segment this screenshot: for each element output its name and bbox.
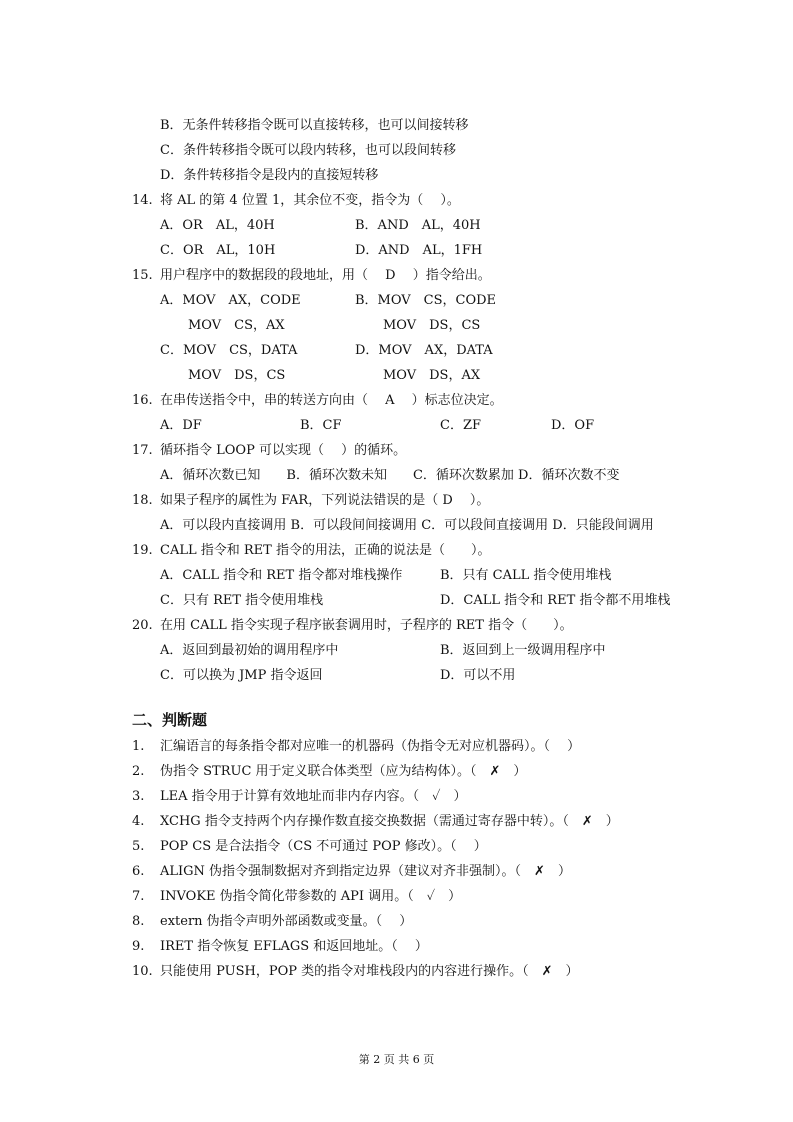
q15-number: 15. (132, 268, 153, 283)
q15-option-d-line1: D．MOV AX，DATA (355, 343, 493, 358)
tf-item-number: 6. (132, 864, 145, 879)
q17-number: 17. (132, 443, 153, 458)
q15-stem: 用户程序中的数据段的段地址，用（ D ）指令给出。 (160, 268, 491, 283)
q20-option-a: A．返回到最初始的调用程序中 (160, 643, 339, 658)
q14-option-d: D．AND AL，1FH (355, 243, 483, 258)
q14-option-a: A．OR AL，40H (160, 218, 275, 233)
q20-number: 20. (132, 618, 153, 633)
tf-item-number: 4. (132, 814, 145, 829)
q18-options: A．可以段内直接调用 B．可以段间间接调用 C．可以段间直接调用 D．只能段间调用 (160, 518, 654, 533)
q14-stem: 将 AL 的第 4 位置 1，其余位不变，指令为（ ）。 (160, 193, 460, 208)
tf-item-text: XCHG 指令支持两个内存操作数直接交换数据（需通过寄存器中转）。（ ✗ ） (160, 814, 619, 829)
q13-option-c: C．条件转移指令既可以段内转移，也可以段间转移 (160, 143, 456, 158)
q19-number: 19. (132, 543, 153, 558)
tf-item-text: INVOKE 伪指令简化带参数的 API 调用。（ ✓ ） (160, 889, 462, 904)
q15-option-c-line2: MOV DS，CS (188, 368, 286, 383)
q19-stem: CALL 指令和 RET 指令的用法，正确的说法是（ ）。 (160, 543, 491, 558)
q14-number: 14. (132, 193, 153, 208)
tf-item-number: 10. (132, 964, 153, 979)
q15-option-a-line2: MOV CS，AX (188, 318, 285, 333)
q16-number: 16. (132, 393, 153, 408)
tf-item-number: 2. (132, 764, 145, 779)
section-title-true-false: 二、判断题 (132, 711, 208, 729)
q20-option-d: D．可以不用 (440, 668, 516, 683)
q14-option-c: C．OR AL，10H (160, 243, 276, 258)
q18-number: 18. (132, 493, 153, 508)
q19-option-d: D．CALL 指令和 RET 指令都不用堆栈 (440, 593, 671, 608)
q15-option-d-line2: MOV DS，AX (383, 368, 481, 383)
q15-option-b-line2: MOV DS，CS (383, 318, 481, 333)
q20-option-c: C．可以换为 JMP 指令返回 (160, 668, 323, 683)
page-footer: 第 2 页 共 6 页 (358, 1053, 435, 1066)
q13-option-b: B．无条件转移指令既可以直接转移，也可以间接转移 (160, 118, 469, 133)
tf-item-number: 1. (132, 739, 145, 754)
q15-option-c-line1: C．MOV CS，DATA (160, 343, 298, 358)
q16-option-a: A．DF (160, 418, 202, 433)
q19-option-b: B．只有 CALL 指令使用堆栈 (440, 568, 612, 583)
tf-item-number: 7. (132, 889, 145, 904)
tf-item-text: POP CS 是合法指令（CS 不可通过 POP 修改）。（ ） (160, 839, 487, 854)
q15-option-a-line1: A．MOV AX，CODE (160, 293, 301, 308)
tf-item-text: 只能使用 PUSH，POP 类的指令对堆栈段内的内容进行操作。（ ✗ ） (160, 964, 579, 979)
tf-item-text: IRET 指令恢复 EFLAGS 和返回地址。（ ） (160, 939, 428, 954)
q15-option-b-line1: B．MOV CS，CODE (355, 293, 497, 308)
q19-option-c: C．只有 RET 指令使用堆栈 (160, 593, 324, 608)
q17-options: A．循环次数已知 B．循环次数未知 C．循环次数累加 D．循环次数不变 (160, 468, 620, 483)
q16-option-c: C．ZF (440, 418, 481, 433)
tf-item-number: 5. (132, 839, 145, 854)
tf-item-number: 3. (132, 789, 145, 804)
q17-stem: 循环指令 LOOP 可以实现（ ）的循环。 (160, 443, 407, 458)
q20-stem: 在用 CALL 指令实现子程序嵌套调用时，子程序的 RET 指令（ ）。 (160, 618, 573, 633)
tf-item-text: LEA 指令用于计算有效地址而非内存内容。（ ✓ ） (160, 789, 467, 804)
q16-stem: 在串传送指令中，串的转送方向由（ A ）标志位决定。 (160, 393, 503, 408)
q13-option-d: D．条件转移指令是段内的直接短转移 (160, 168, 379, 183)
q14-option-b: B．AND AL，40H (355, 218, 481, 233)
tf-item-text: ALIGN 伪指令强制数据对齐到指定边界（建议对齐非强制）。（ ✗ ） (160, 864, 571, 879)
tf-item-text: 伪指令 STRUC 用于定义联合体类型（应为结构体）。（ ✗ ） (160, 764, 527, 779)
tf-item-number: 9. (132, 939, 145, 954)
tf-item-number: 8. (132, 914, 145, 929)
tf-item-text: 汇编语言的每条指令都对应唯一的机器码（伪指令无对应机器码）。（ ） (160, 739, 581, 754)
q16-option-b: B．CF (300, 418, 342, 433)
q16-option-d: D．OF (551, 418, 595, 433)
q18-stem: 如果子程序的属性为 FAR，下列说法错误的是（ D ）。 (160, 493, 490, 508)
tf-item-text: extern 伪指令声明外部函数或变量。（ ） (160, 914, 413, 929)
q19-option-a: A．CALL 指令和 RET 指令都对堆栈操作 (160, 568, 403, 583)
q20-option-b: B．返回到上一级调用程序中 (440, 643, 606, 658)
